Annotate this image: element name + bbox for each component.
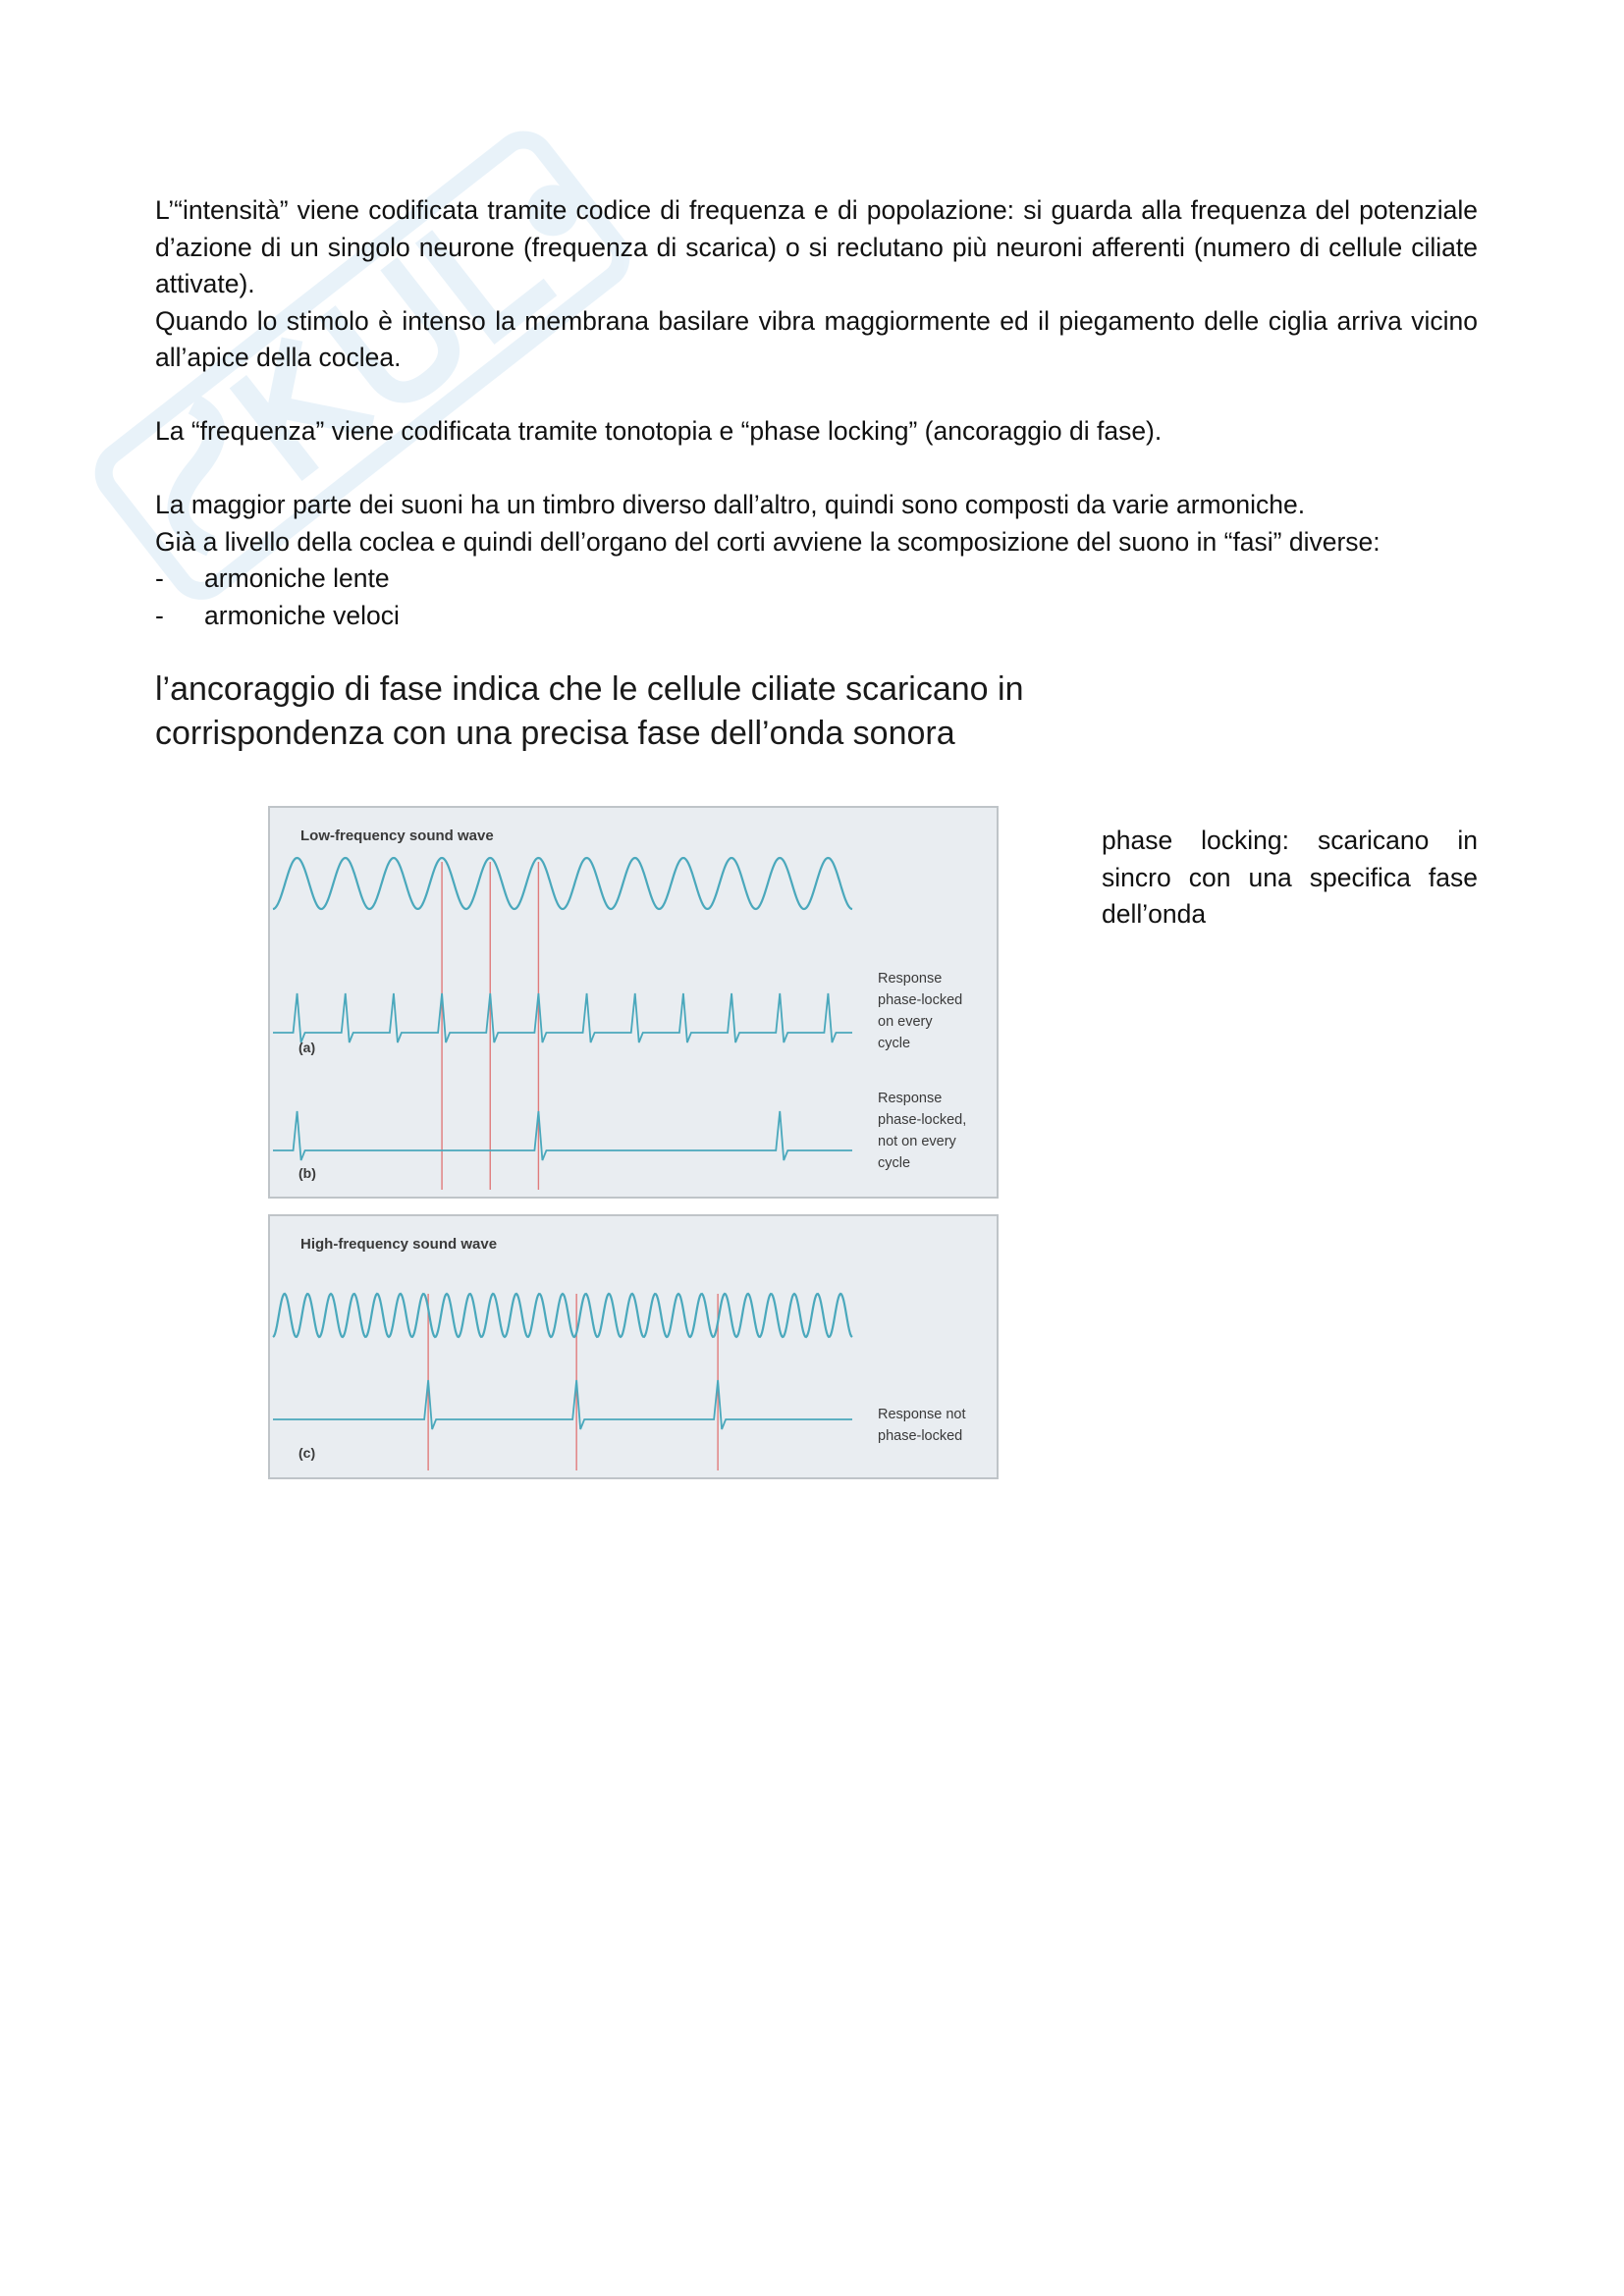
panel-label-c: (c)	[298, 1445, 316, 1461]
paragraph-cochlea: Già a livello della coclea e quindi dell’organo del corti avviene la scomposizione del suono in “fasi” diverse:	[155, 526, 1380, 557]
side-note: phase locking: scaricano in sincro con una specifica fase dell’onda	[1102, 826, 1478, 929]
list-marker: -	[155, 600, 164, 630]
paragraph-stimulus: Quando lo stimolo è intenso la membrana basilare vibra maggiormente ed il piegamento delle ciglia arriva vicino all’apice della coclea.	[155, 305, 1478, 372]
list-item	[155, 561, 1478, 598]
panel-label-b: (b)	[298, 1165, 316, 1181]
high-frequency-title: High-frequency sound wave	[300, 1236, 498, 1253]
phase-locking-figure	[267, 805, 1001, 1487]
paragraph-timbre: La maggior parte dei suoni ha un timbro diverso dall’altro, quindi sono composti da varie armoniche.	[155, 490, 1306, 519]
response-label-a: Response phase-locked on every cycle	[878, 971, 963, 1051]
phase-locking-diagram	[267, 805, 1001, 1487]
response-label-c: Response not phase-locked	[878, 1407, 966, 1444]
list-item	[155, 598, 1478, 635]
panel-label-a: (a)	[298, 1040, 316, 1055]
list-marker: -	[155, 563, 164, 593]
low-frequency-title: Low-frequency sound wave	[300, 828, 494, 844]
figure-title-line: corrispondenza con una precisa fase dell’onda sonora	[155, 715, 955, 752]
response-label-b: Response phase-locked, not on every cycle	[878, 1091, 967, 1171]
list-item-text: armoniche veloci	[204, 600, 400, 630]
figure-title-line: l’ancoraggio di fase indica che le cellule ciliate scaricano in	[155, 670, 1024, 708]
body-text	[155, 192, 1478, 634]
harmonics-list	[155, 561, 1478, 634]
figure-title	[155, 667, 1137, 756]
list-item-text: armoniche lente	[204, 563, 390, 593]
paragraph-intensity: L’“intensità” viene codificata tramite codice di frequenza e di popolazione: si guarda alla frequenza del potenziale d’azione di un singolo neurone (frequenza di scarica) o si reclutano più neuroni afferenti (numero di cellule ciliate attivate).	[155, 195, 1478, 298]
paragraph-frequency: La “frequenza” viene codificata tramite tonotopia e “phase locking” (ancoraggio di fase).	[155, 416, 1163, 446]
